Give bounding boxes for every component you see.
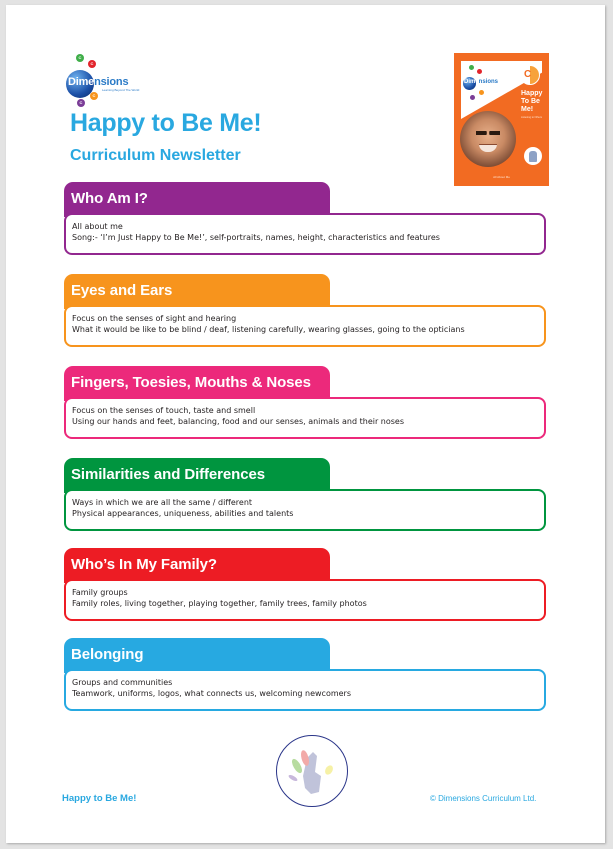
section-content bbox=[64, 669, 546, 711]
topic-section bbox=[64, 182, 546, 257]
section-title: Who Am I? bbox=[64, 182, 330, 217]
section-details: Teamwork, uniforms, logos, what connects us, welcoming newcomers bbox=[72, 689, 352, 698]
section-title: Who’s In My Family? bbox=[64, 548, 330, 583]
dimensions-logo bbox=[64, 54, 144, 109]
logo-dot-red: C bbox=[88, 60, 96, 68]
newsletter-page bbox=[6, 5, 605, 843]
cover-brand-suffix: nsions bbox=[478, 79, 499, 85]
logo-dot-purple: C bbox=[77, 99, 85, 107]
section-details: Family roles, living together, playing together, family trees, family photos bbox=[72, 599, 367, 608]
topic-section bbox=[64, 366, 546, 441]
section-content bbox=[64, 489, 546, 531]
copyright-text: © Dimensions Curriculum Ltd. bbox=[430, 794, 537, 803]
cover-brand-prefix: Dime bbox=[464, 79, 479, 85]
cover-logo-wordmark bbox=[464, 79, 498, 85]
hand-finger-yellow bbox=[323, 764, 334, 776]
cover-dot-orange bbox=[479, 90, 484, 95]
cover-subtitle: Listening to Others bbox=[521, 116, 542, 119]
topic-section bbox=[64, 274, 546, 349]
logo-brand-prefix: Dime bbox=[68, 76, 95, 88]
photo-eyes bbox=[476, 131, 500, 135]
page-title: Happy to Be Me! bbox=[70, 109, 262, 137]
section-content bbox=[64, 397, 546, 439]
cover-character-sticker bbox=[524, 147, 542, 165]
footer-title: Happy to Be Me! bbox=[62, 793, 137, 804]
cover-child-photo bbox=[460, 111, 516, 167]
section-details: Physical appearances, uniqueness, abilities and talents bbox=[72, 509, 294, 518]
photo-smile bbox=[479, 144, 497, 152]
cover-footer: All About Me bbox=[493, 175, 510, 179]
section-title: Similarities and Differences bbox=[64, 458, 330, 493]
section-content bbox=[64, 579, 546, 621]
logo-brand-suffix: nsions bbox=[94, 76, 129, 88]
section-details: Using our hands and feet, balancing, food and our senses, animals and their noses bbox=[72, 417, 405, 426]
hand-finger-purple bbox=[288, 774, 299, 782]
cover-badge: C bbox=[520, 65, 540, 85]
cover-dot-green bbox=[469, 65, 474, 70]
section-title: Belonging bbox=[64, 638, 330, 673]
section-content bbox=[64, 213, 546, 255]
section-summary: All about me bbox=[72, 222, 123, 231]
cover-dot-purple bbox=[470, 95, 475, 100]
section-details: Song:- ‘I’m Just Happy to Be Me!’, self-portraits, names, height, characteristics and features bbox=[72, 233, 440, 242]
section-title: Fingers, Toesies, Mouths & Noses bbox=[64, 366, 330, 401]
topic-section bbox=[64, 458, 546, 533]
page-subtitle: Curriculum Newsletter bbox=[70, 147, 241, 164]
cover-title: Happy To Be Me! bbox=[521, 90, 543, 113]
handprint-icon bbox=[276, 735, 348, 807]
section-summary: Groups and communities bbox=[72, 678, 173, 687]
cover-dot-red bbox=[477, 69, 482, 74]
section-details: What it would be like to be blind / deaf, listening carefully, wearing glasses, going to the opticians bbox=[72, 325, 465, 334]
logo-wordmark bbox=[68, 76, 128, 88]
book-cover-image bbox=[454, 53, 549, 186]
section-content bbox=[64, 305, 546, 347]
section-summary: Focus on the senses of sight and hearing bbox=[72, 314, 237, 323]
topic-section bbox=[64, 548, 546, 623]
section-title: Eyes and Ears bbox=[64, 274, 330, 309]
section-summary: Ways in which we are all the same / different bbox=[72, 498, 253, 507]
topic-section bbox=[64, 638, 546, 713]
section-summary: Focus on the senses of touch, taste and smell bbox=[72, 406, 256, 415]
logo-dot-green: C bbox=[76, 54, 84, 62]
logo-dot-orange: C bbox=[90, 92, 98, 100]
handprint-graphic bbox=[277, 736, 346, 805]
logo-tagline: Learning Beyond The World bbox=[102, 88, 140, 92]
section-summary: Family groups bbox=[72, 588, 128, 597]
hand-finger-green bbox=[290, 757, 304, 774]
